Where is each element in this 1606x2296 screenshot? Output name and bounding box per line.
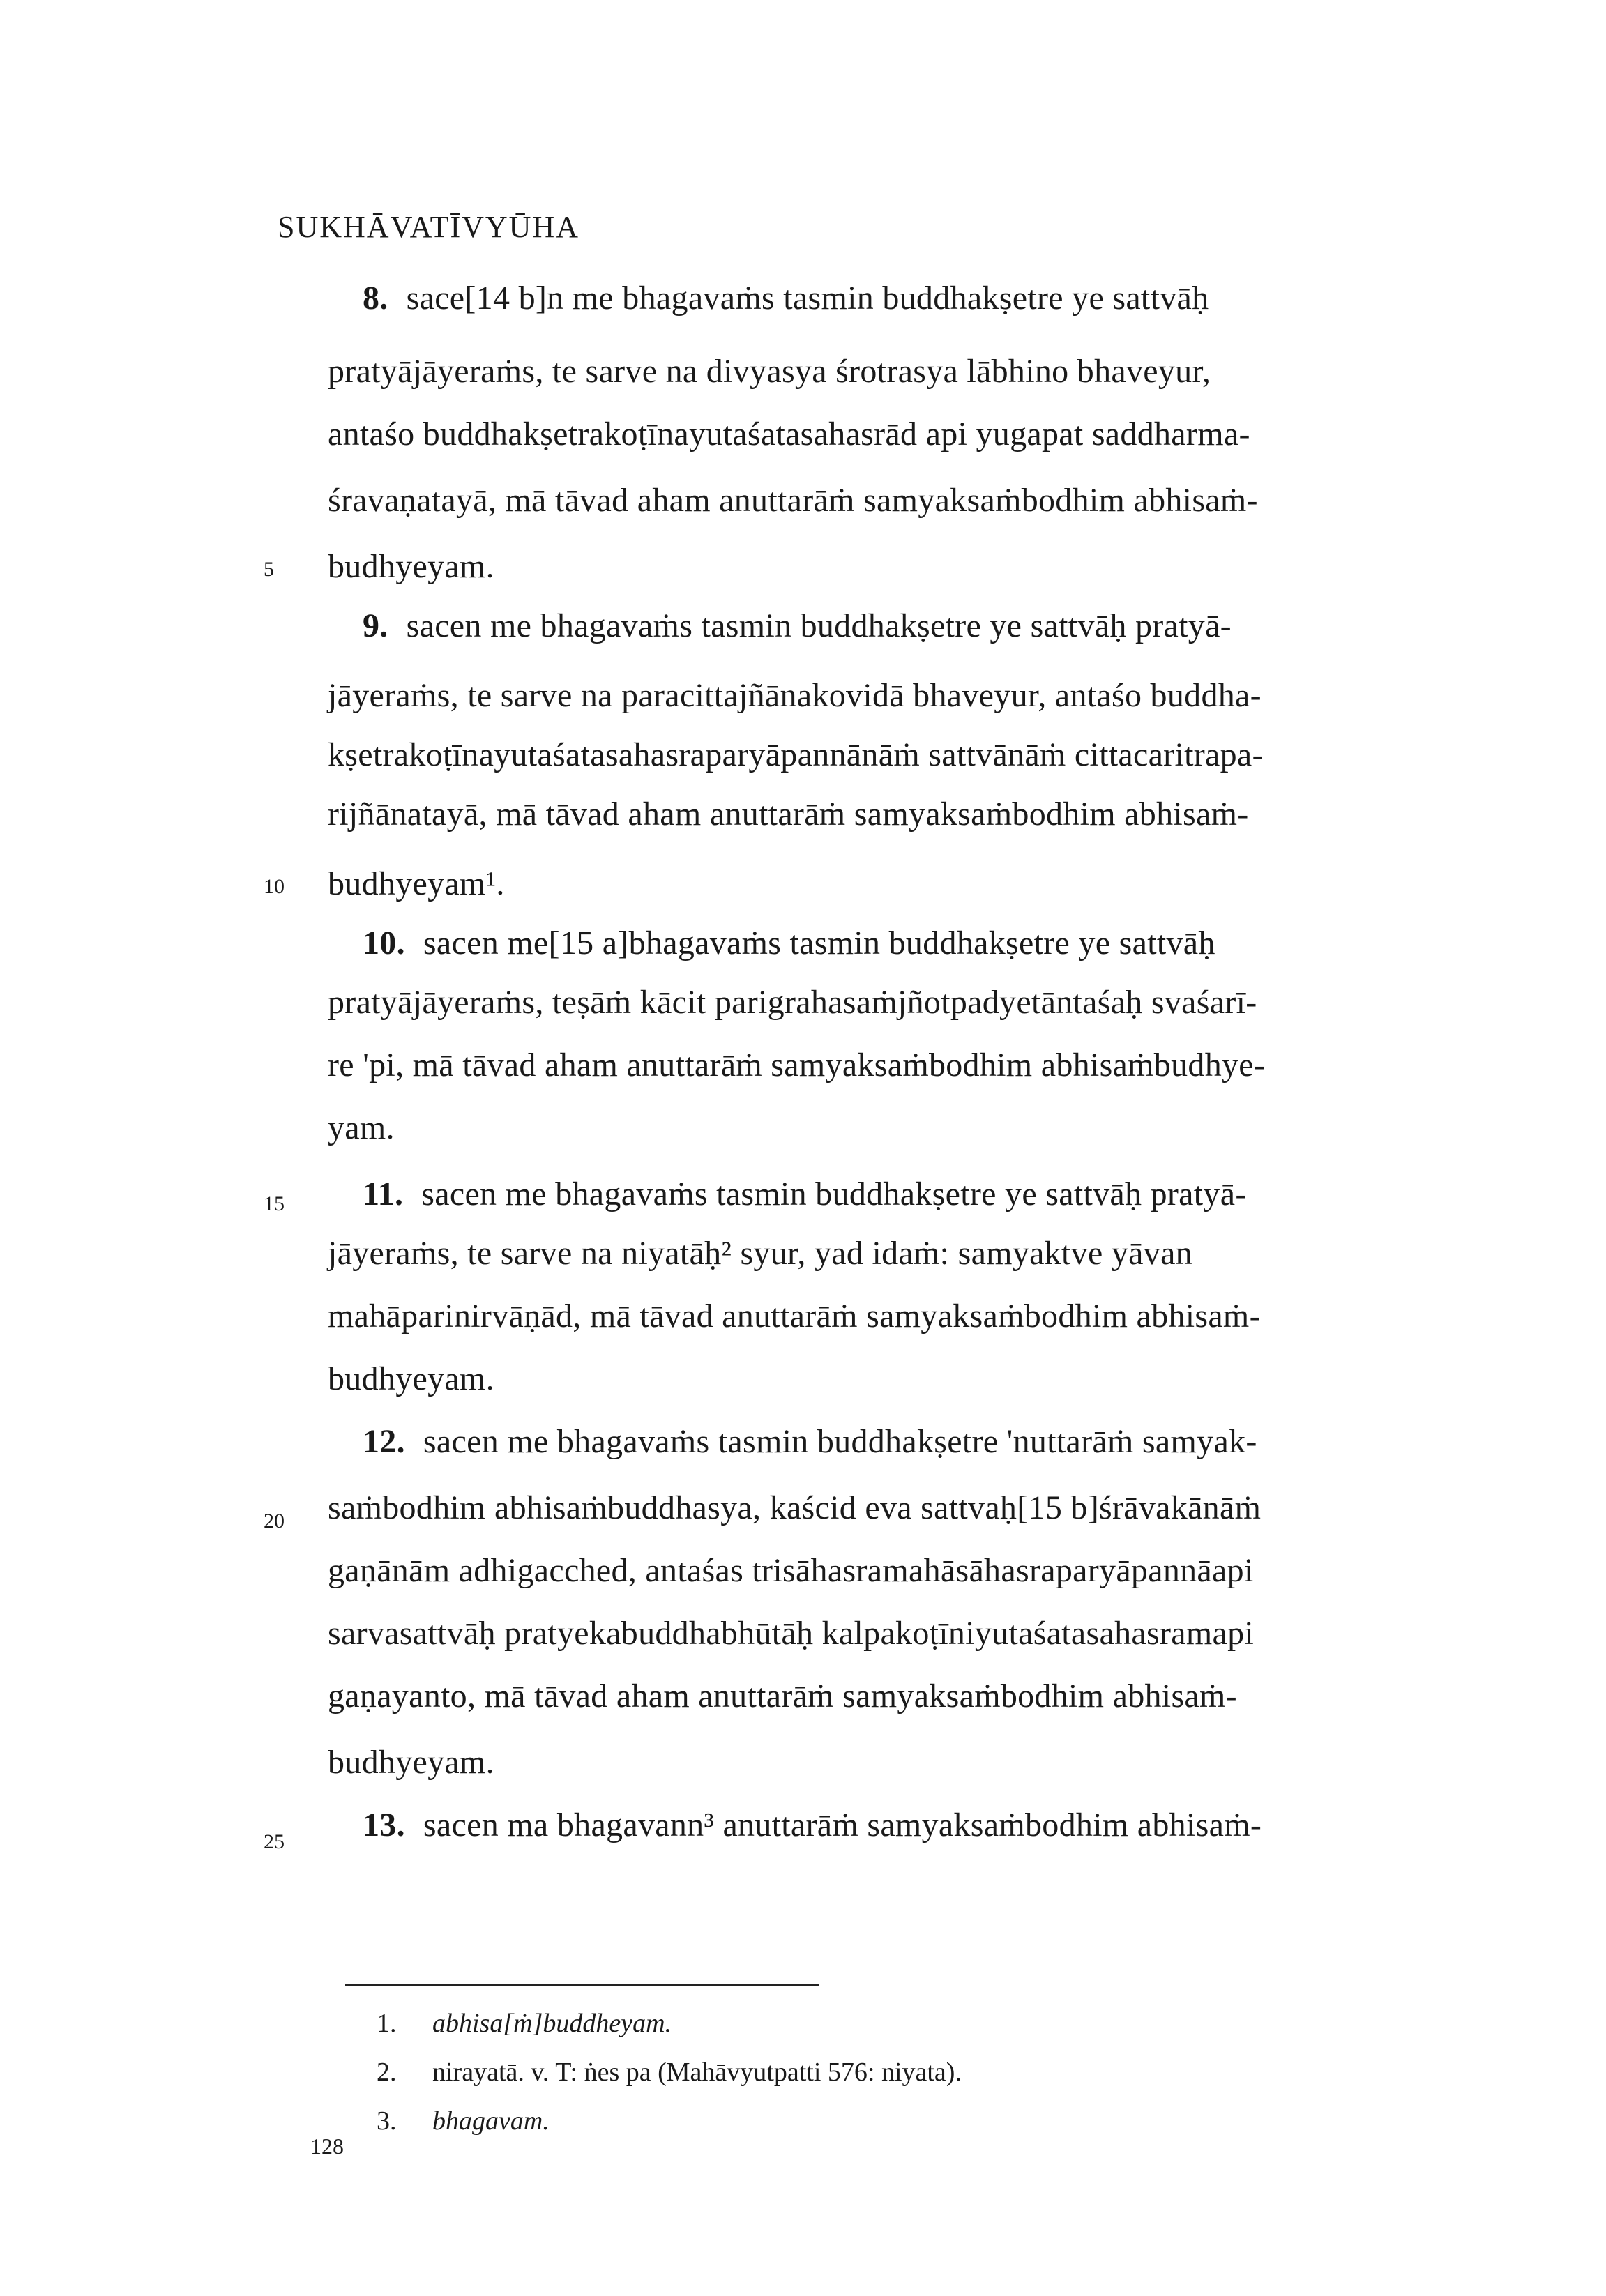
paragraph-number: 9. [363, 607, 388, 644]
text-line: pratyājāyeraṁs, te sarve na divyasya śrotrasya lābhino bhaveyur, [328, 353, 1211, 390]
text-line: 12. sacen me bhagavaṁs tasmin buddhakṣetre 'nuttarāṁ samyak- [363, 1423, 1257, 1460]
text-line: 10. sacen me[15 a]bhagavaṁs tasmin buddhakṣetre ye sattvāḥ [363, 925, 1215, 961]
footnote: 3. bhagavam. [377, 2106, 550, 2136]
text-line: jāyeraṁs, te sarve na niyatāḥ² syur, yad idaṁ: samyaktve yāvan [328, 1235, 1192, 1272]
paragraph-number: 12. [363, 1423, 405, 1460]
paragraph-number: 10. [363, 925, 405, 961]
text-line: 9. sacen me bhagavaṁs tasmin buddhakṣetre ye sattvāḥ pratyā- [363, 607, 1232, 644]
text-line: budhyeyam. [328, 548, 494, 585]
text-line: re 'pi, mā tāvad aham anuttarāṁ samyaksaṁbodhim abhisaṁbudhye- [328, 1047, 1266, 1084]
text-line: pratyājāyeraṁs, teṣāṁ kācit parigrahasaṁjñotpadyetāntaśaḥ svaśarī- [328, 984, 1257, 1021]
text-line: gaṇānām adhigacched, antaśas trisāhasramahāsāhasraparyāpannāapi [328, 1552, 1254, 1589]
text-line: budhyeyam. [328, 1360, 494, 1397]
text-line: mahāparinirvāṇād, mā tāvad anuttarāṁ samyaksaṁbodhim abhisaṁ- [328, 1298, 1261, 1335]
text-line: śravaṇatayā, mā tāvad aham anuttarāṁ samyaksaṁbodhim abhisaṁ- [328, 482, 1258, 519]
page-number: 128 [310, 2134, 344, 2159]
line-number: 20 [264, 1510, 285, 1533]
text-line: 11. sacen me bhagavaṁs tasmin buddhakṣetre ye sattvāḥ pratyā- [363, 1176, 1247, 1212]
text-line: saṁbodhim abhisaṁbuddhasya, kaścid eva sattvaḥ[15 b]śrāvakānāṁ [328, 1489, 1262, 1526]
line-number: 15 [264, 1192, 285, 1215]
text-line: 8. sace[14 b]n me bhagavaṁs tasmin buddhakṣetre ye sattvāḥ [363, 280, 1209, 317]
line-number: 5 [264, 558, 274, 581]
footnote-rule [345, 1984, 819, 1986]
text-line: yam. [328, 1109, 395, 1146]
text-line: sarvasattvāḥ pratyekabuddhabhūtāḥ kalpakoṭīniyutaśatasahasramapi [328, 1615, 1255, 1652]
paragraph-number: 11. [363, 1176, 404, 1212]
footnote: 2. nirayatā. v. T: ṅes pa (Mahāvyutpatti 576: niyata). [377, 2058, 962, 2087]
paragraph-number: 13. [363, 1807, 405, 1843]
text-line: rijñānatayā, mā tāvad aham anuttarāṁ samyaksaṁbodhim abhisaṁ- [328, 796, 1249, 833]
running-header: SUKHĀVATĪVYŪHA [278, 210, 579, 244]
text-line: budhyeyam¹. [328, 865, 505, 902]
text-line: gaṇayanto, mā tāvad aham anuttarāṁ samyaksaṁbodhim abhisaṁ- [328, 1678, 1237, 1715]
line-number: 25 [264, 1830, 285, 1853]
text-line: kṣetrakoṭīnayutaśatasahasraparyāpannānāṁ sattvānāṁ cittacaritrapa- [328, 736, 1264, 773]
footnote: 1. abhisa[ṁ]buddheyam. [377, 2009, 672, 2038]
text-line: 13. sacen ma bhagavann³ anuttarāṁ samyaksaṁbodhim abhisaṁ- [363, 1807, 1262, 1843]
text-line: jāyeraṁs, te sarve na paracittajñānakovidā bhaveyur, antaśo buddha- [328, 677, 1262, 714]
line-number: 10 [264, 875, 285, 898]
text-line: antaśo buddhakṣetrakoṭīnayutaśatasahasrād api yugapat saddharma- [328, 416, 1250, 453]
paragraph-number: 8. [363, 280, 388, 317]
text-line: budhyeyam. [328, 1744, 494, 1781]
